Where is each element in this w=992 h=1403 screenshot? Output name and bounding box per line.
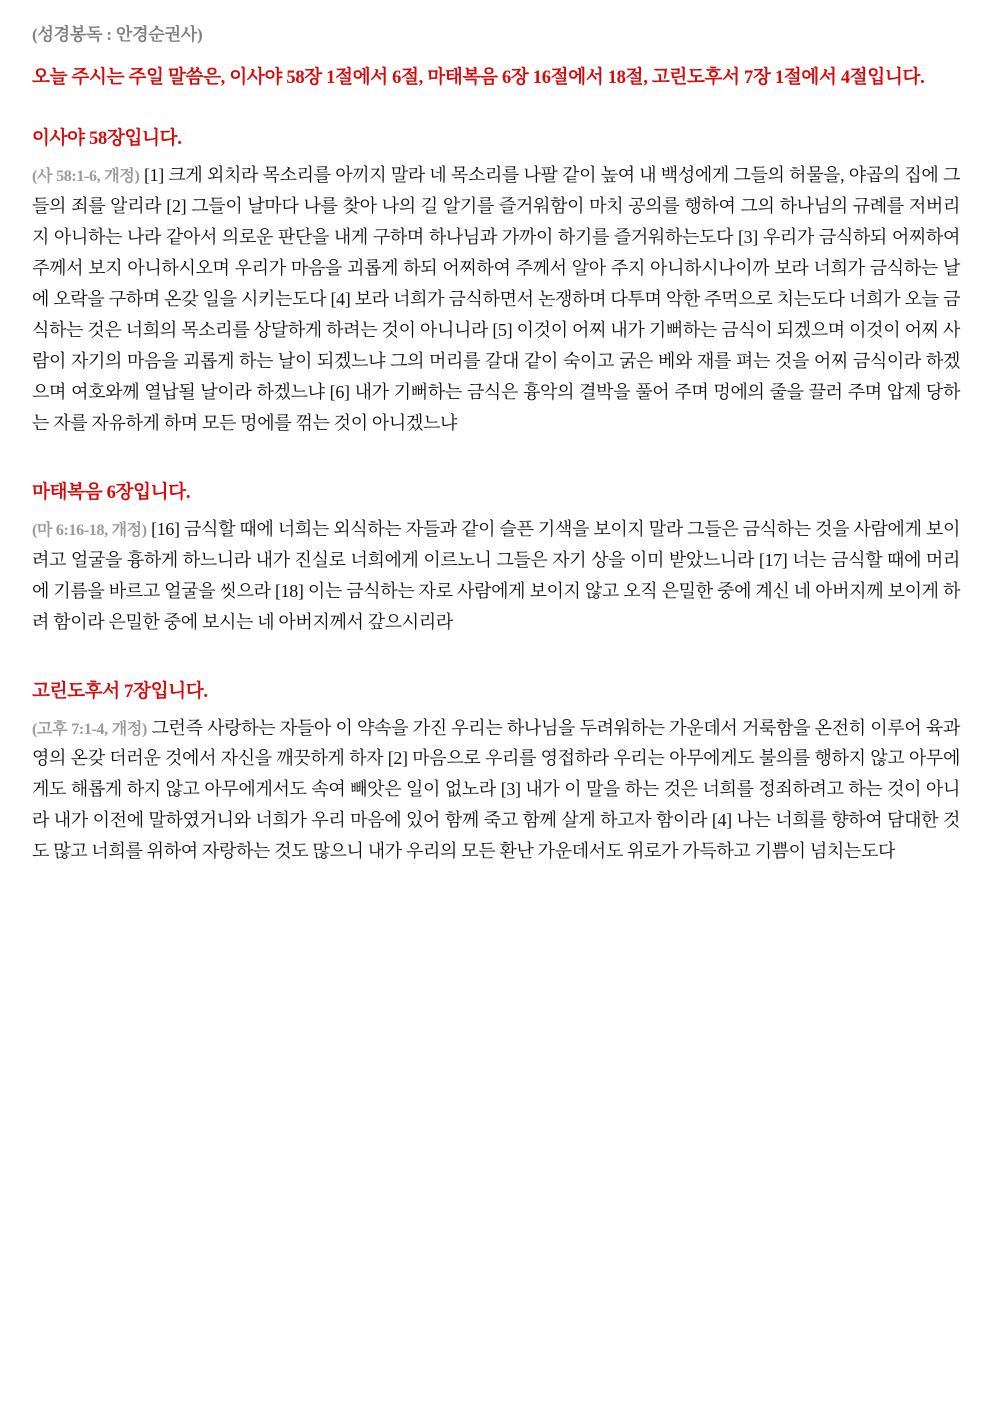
header-note: (성경봉독 : 안경순권사) [32,25,203,44]
scripture-reference: (사 58:1-6, 개정) [32,168,140,186]
section-heading: 마태복음 6장입니다. [32,482,191,503]
section-body [32,514,960,638]
section-heading: 이사야 58장입니다. [32,129,182,150]
section-body [32,160,960,439]
scripture-text: 그런즉 사랑하는 자들아 이 약속을 가진 우리는 하나님을 두려워하는 가운데서 거룩함을 온전히 이루어 육과 영의 온갖 더러운 것에서 자신을 깨끗하게 하자 [2] 마음으로 우리를 영접하라 우리는 아무에게도 불의를 행하지 않고 아무에게도 해롭게 하지 않고 아무에게서도 속여 빼앗은 일이 없노라 [3] 내가 이 말을 하는 것은 너희를 정죄하려고 하는 것이 아니라 내가 이전에 말하였거니와 너희가 우리 마음에 있어 함께 죽고 함께 살게 하고자 함이라 [4] 나는 너희를 향하여 담대한 것도 많고 너희를 위하여 자랑하는 것도 많으니 내가 우리의 모든 환난 가운데서도 위로가 가득하고 기쁨이 넘치는도다 [32,717,960,862]
section-body [32,713,960,868]
scripture-section-isaiah [32,127,960,438]
section-spacer [32,664,960,680]
scripture-reference: (마 6:16-18, 개정) [32,521,147,539]
scripture-section-matthew [32,481,960,638]
scripture-text: [1] 크게 외치라 목소리를 아끼지 말라 네 목소리를 나팔 같이 높여 내 백성에게 그들의 허물을, 야곱의 집에 그들의 죄를 알리라 [2] 그들이 날마다 나를 찾아 나의 길 알기를 즐거워함이 마치 공의를 행하여 그의 하나님의 규례를 저버리지 아니하는 나라 같아서 의로운 판단을 내게 구하며 하나님과 가까이 하기를 즐거워하는도다 [3] 우리가 금식하되 어찌하여 주께서 보지 아니하시오며 우리가 마음을 괴롭게 하되 어찌하여 주께서 알아 주지 아니하시나이까 보라 너희가 금식하는 날에 오락을 구하며 온갖 일을 시키는도다 [4] 보라 너희가 금식하면서 논쟁하며 다투며 악한 주먹으로 치는도다 너희가 오늘 금식하는 것은 너희의 목소리를 상달하게 하려는 것이 아니니라 [5] 이것이 어찌 내가 기뻐하는 금식이 되겠으며 이것이 어찌 사람이 자기의 마음을 괴롭게 하는 날이 되겠느냐 그의 머리를 갈대 같이 숙이고 굵은 베와 재를 펴는 것을 어찌 금식이라 하겠으며 여호와께 열납될 날이라 하겠느냐 [6] 내가 기뻐하는 금식은 흉악의 결박을 풀어 주며 멍에의 줄을 끌러 주며 압제 당하는 자를 자유하게 하며 모든 멍에를 꺾는 것이 아니겠느냐 [32,165,961,433]
intro-paragraph: 오늘 주시는 주일 말씀은, 이사야 58장 1절에서 6절, 마태복음 6장 16절에서 18절, 고린도후서 7장 1절에서 4절입니다. [32,67,925,88]
scripture-text: [16] 금식할 때에 너희는 외식하는 자들과 같이 슬픈 기색을 보이지 말라 그들은 금식하는 것을 사람에게 보이려고 얼굴을 흉하게 하느니라 내가 진실로 너희에게 이르노니 그들은 자기 상을 이미 받았느니라 [17] 너는 금식할 때에 머리에 기름을 바르고 얼굴을 씻으라 [18] 이는 금식하는 자로 사람에게 보이지 않고 오직 은밀한 중에 계신 네 아버지께 보이게 하려 함이라 은밀한 중에 보시는 네 아버지께서 갚으시리라 [32,518,960,632]
scripture-reference: (고후 7:1-4, 개정) [32,720,147,738]
section-spacer [32,465,960,481]
scripture-section-2corinthians [32,680,960,868]
section-heading: 고린도후서 7장입니다. [32,681,208,702]
